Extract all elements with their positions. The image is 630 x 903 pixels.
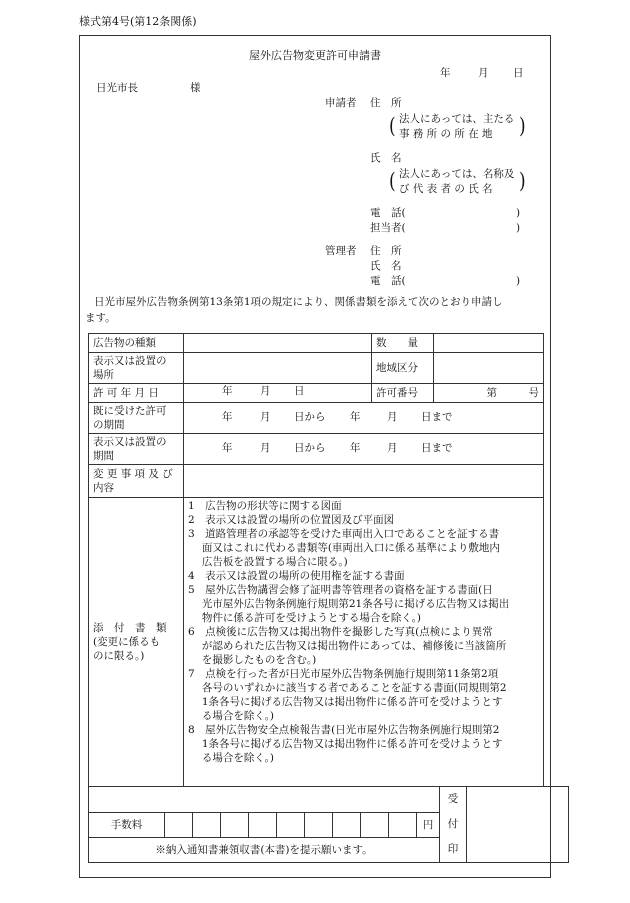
- manager-phone-label: 電 話(: [370, 275, 406, 287]
- list-item: 6 点検後に広告物又は掲出物件を撮影した写真(点検により異常: [188, 626, 493, 638]
- applicant-name-label: 氏 名: [370, 152, 402, 164]
- form-number: 様式第4号(第12条関係): [79, 15, 197, 28]
- applicant-name-note-1: 法人にあっては、名称及: [399, 168, 515, 180]
- attachments-list: [184, 498, 544, 787]
- bracket-open: (: [389, 169, 396, 195]
- bracket-close: ): [519, 114, 526, 140]
- list-item: 7 点検を行った者が日光市屋外広告物条例施行規則第11条第2項: [188, 668, 499, 680]
- stamp-label: 受 付 印: [440, 787, 467, 863]
- list-item: る場合を除く。): [188, 752, 274, 764]
- area-value[interactable]: [434, 353, 544, 384]
- applicant-address-note-2: 事 務 所 の 所 在 地: [399, 128, 493, 140]
- fee-digit[interactable]: [249, 812, 277, 838]
- applicant-address-note-1: 法人にあっては、主たる: [399, 113, 515, 125]
- fee-label: 手数料: [89, 812, 165, 838]
- prev-period-value[interactable]: 年 月 日から 年 月 日まで: [184, 403, 544, 434]
- manager-name-label: 氏 名: [370, 260, 402, 272]
- applicant-contact-close: ): [516, 222, 521, 234]
- list-item: を撮影したものを含む。): [188, 654, 317, 666]
- applicant-label: 申請者: [325, 97, 357, 109]
- list-item: 4 表示又は設置の場所の使用権を証する書面: [188, 570, 405, 582]
- manager-phone-close: ): [516, 275, 521, 287]
- list-item: 3 道路管理者の承認等を受けた車両出入口であることを証する書: [188, 528, 500, 540]
- list-item: 物件に係る許可を受けようとする場合を除く。): [188, 612, 421, 624]
- fee-digit[interactable]: [361, 812, 389, 838]
- applicant-name-note-2: び 代 表 者 の 氏 名: [399, 183, 493, 195]
- permit-number-value[interactable]: 第 号: [434, 384, 544, 403]
- fee-digit[interactable]: [193, 812, 221, 838]
- list-item: 2 表示又は設置の場所の位置図及び平面図: [188, 514, 395, 526]
- ad-type-label: 広告物の種類: [89, 334, 184, 353]
- list-item: 5 屋外広告物講習会修了証明書等管理者の資格を証する書面(日: [188, 584, 493, 596]
- ad-type-value[interactable]: [184, 334, 372, 353]
- permit-date-value[interactable]: 年 月 日: [184, 384, 372, 403]
- list-item: 光市屋外広告物条例施行規則第21条各号に掲げる広告物又は掲出: [188, 598, 510, 610]
- attachments-label: 添 付 書 類 (変更に係るも のに限る。): [89, 498, 184, 787]
- form-title: 屋外広告物変更許可申請書: [249, 49, 381, 62]
- bracket-close: ): [519, 169, 526, 195]
- display-period-value[interactable]: 年 月 日から 年 月 日まで: [184, 434, 544, 465]
- fee-unit: 円: [417, 812, 440, 838]
- applicant-phone-label: 電 話(: [370, 207, 406, 219]
- fee-digit[interactable]: [277, 812, 305, 838]
- list-item: 1 広告物の形状等に関する図面: [188, 500, 342, 512]
- date-month: 月: [478, 67, 489, 79]
- fee-digit[interactable]: [333, 812, 361, 838]
- date-day: 日: [513, 67, 524, 79]
- permit-number-label: 許可番号: [372, 384, 434, 403]
- addressee-honorific: 様: [190, 82, 201, 94]
- prev-period-label: 既に受けた許可 の期間: [89, 403, 184, 434]
- display-period-label: 表示又は設置の 期間: [89, 434, 184, 465]
- change-items-value[interactable]: [184, 465, 544, 498]
- fee-digit[interactable]: [165, 812, 193, 838]
- applicant-phone-close: ): [516, 207, 521, 219]
- fee-table: [88, 786, 569, 863]
- area-label: 地域区分: [372, 353, 434, 384]
- permit-date-label: 許 可 年 月 日: [89, 384, 184, 403]
- list-item: 各号のいずれかに該当する者であることを証する書面(同規則第2: [188, 682, 507, 694]
- quantity-label: 数 量: [372, 334, 434, 353]
- manager-label: 管理者: [325, 245, 357, 257]
- location-value[interactable]: [184, 353, 372, 384]
- fee-digit[interactable]: [389, 812, 417, 838]
- applicant-address-label: 住 所: [370, 97, 402, 109]
- fee-note: ※納入通知書兼領収書(本書)を提示願います。: [89, 838, 440, 863]
- fee-digit[interactable]: [305, 812, 333, 838]
- list-item: 8 屋外広告物安全点検報告書(日光市屋外広告物条例施行規則第2: [188, 724, 500, 736]
- addressee-name: 日光市長: [96, 82, 138, 94]
- manager-address-label: 住 所: [370, 245, 402, 257]
- stamp-area[interactable]: [467, 787, 569, 863]
- list-item: 面又はこれに代わる書類等(車両出入口に係る基準により敷地内: [188, 542, 500, 554]
- change-items-label: 変 更 事 項 及 び 内容: [89, 465, 184, 498]
- intro-text-line-2: ます。: [85, 312, 116, 324]
- intro-text-line-1: 日光市屋外広告物条例第13条第1項の規定により、関係書類を添えて次のとおり申請し: [94, 296, 503, 308]
- date-year: 年: [440, 67, 451, 79]
- list-item: る場合を除く。): [188, 710, 274, 722]
- application-table: [88, 333, 544, 787]
- bracket-open: (: [389, 114, 396, 140]
- list-item: 1条各号に掲げる広告物又は掲出物件に係る許可を受けようとす: [188, 738, 503, 750]
- list-item: 1条各号に掲げる広告物又は掲出物件に係る許可を受けようとす: [188, 696, 503, 708]
- fee-digit[interactable]: [221, 812, 249, 838]
- list-item: 広告板を設置する場合に限る。): [188, 556, 348, 568]
- list-item: が認められた広告物又は掲出物件にあっては、補修後に当該箇所: [188, 640, 507, 652]
- fee-top-row: [89, 787, 440, 813]
- applicant-contact-label: 担当者(: [370, 222, 406, 234]
- location-label: 表示又は設置の 場所: [89, 353, 184, 384]
- quantity-value[interactable]: [434, 334, 544, 353]
